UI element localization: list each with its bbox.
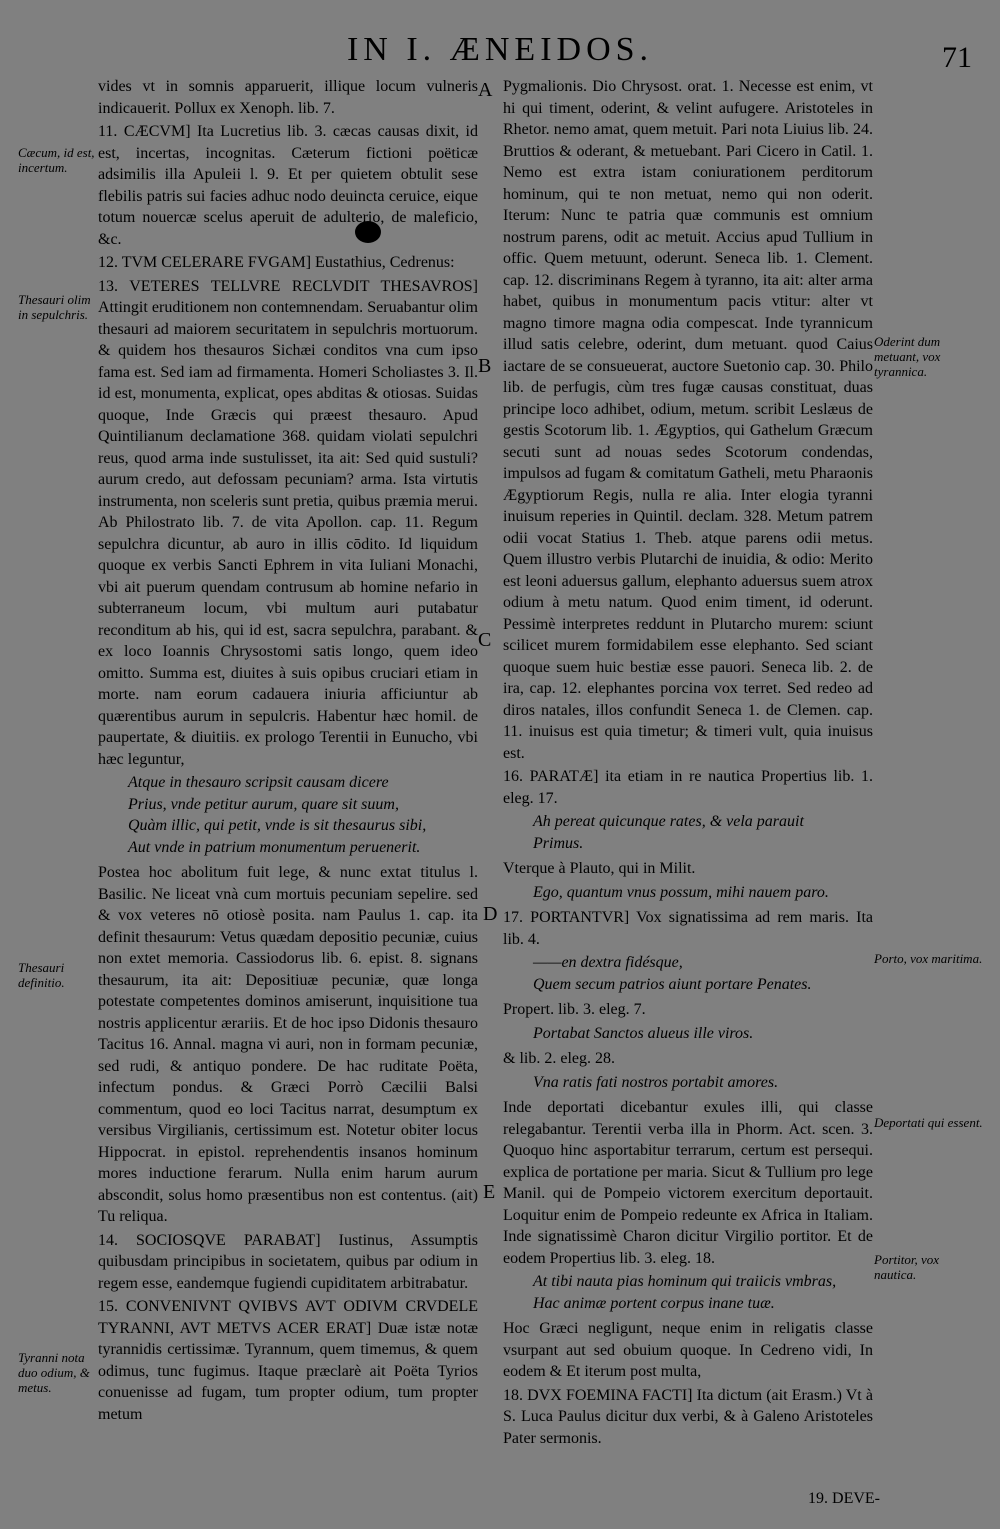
margin-note: Oderint dum metuant, vox tyrannica. (874, 334, 941, 379)
verse-line: Quàm illic, qui petit, vnde is sit thesaurus sibi, (128, 817, 427, 834)
paragraph: Pygmalionis. Dio Chrysost. orat. 1. Necesse est enim, vt hi qui timent, oderint, & velint aufugere. Aristoteles in Rhetor. nemo amat, quem metuit. Pari nota Liuius lib. 24. Bruttios & oderant, & metuebant. Pari Cicero in Catil. 1. Nemo est extra istam coniurationem perditorum hominum, qui te non metuat, nemo qui non oderit. Iterum: Nunc te patria quæ communis est omnium nostrum parens, odit ac metuit. Accius apud Tullium in offic. Quem metuunt, oderunt. Seneca lib. 1. Clement. cap. 12. discriminans Regem à tyranno, ita ait: alter arma habet, quibus in monumentum pacis vtitur: alter vt magno timore magna odia compescat. Inde tyrannicum illud satis celebre, oderint, dum metuant. quod Caius iactare de se consueuerat, auctore Suetonio cap. 30. Philo lib. de perfugis, cùm tres fugæ causas constituat, duas principe loco adhibet, odium, metum. scribit Leslæus de gestis Scotorum lib. 1. Ægyptios, qui Gathelum Græcum secuti sunt ad nouas sedes Scotorum condendas, impulsos ad fugam & comitatum Gatheli, metu Pharaonis Ægyptiorum Regis, nulla re alia. Inter elogia tyranni inuisum reperies in Quintil. declam. 328. Metum patrem odii vocat Statius 1. Theb. atque parens odii metus. Quem illustro verbis Plutarchi de inuidia, & odio: Merito est leoni aduersus gallum, elephanto aduersus suem atrox odium à metu natum. Quod enim timent, id oderunt. Pessimè interpretes reddunt in Plutarcho murem: sciunt scilicet murem formidabilem esse elephanto. Sed sciant quoque suem huic bestiæ esse pauori. Seneca lib. 2. de ira, cap. 12. elephantes porcina vox terret. Sed redeo ad diros natales, illos confundit Seneca 1. de Clemen. cap. 11. inuisus est quia timetur; & timeri vult, quia inuisus est. (503, 78, 873, 762)
verse-quote (533, 1271, 873, 1314)
paragraph: Postea hoc abolitum fuit lege, & nunc extat titulus l. Basilic. Ne liceat vnà cum mortuis pecuniam sepelire. sed & vox veteres nō otiosè posita. nam Paulus 1. cap. ita definit thesaurum: Vetus quædam depositio pecuniæ, cuius non extet memoria. Cassiodorus lib. 6. epist. 8. signans thesaurum, ita ait: Depositiuæ pecuniæ, quæ longa potestate competentes dominos amiserunt, inquisitione tua nostris applicentur ærariis. Et de hoc ipso Didonis thesauro Tacitus 16. Annal. magna vi auri, non in formam pecuniæ, sed rudi, & antiquo pondere. De hac ruditate Poëta, infectum pondus. & Græci Porrò Cæcilii Balsi commentum, quod eo loci Tacitus narrat, desumptum ex versibus Virgilianis, certissimum est. Notetur obiter locus Hippocrat. in epistol. reprehendentis insanos hominum mores inductione ferarum. Nulla enim harum aurum abscondit, solus homo præsentibus non est contentus. (ait) Tu reliqua. (98, 864, 478, 1225)
margin-note: Thesauri definitio. (18, 960, 65, 990)
paragraph: Hoc Græci negligunt, neque enim in religatis classe vsurpant aut sed obuium quoque. In Cedreno vidi, In eodem & Et iterum post multa, (503, 1320, 873, 1380)
margin-note: Thesauri olim in sepulchris. (18, 292, 91, 322)
verse-quote (533, 811, 873, 854)
section-marker-e: E (483, 1181, 496, 1203)
verse-line: ——en dextra fidésque, (533, 954, 683, 971)
paragraph: Portabat Sanctos alueus ille viros. (533, 1024, 754, 1042)
section-marker-a: A (478, 79, 493, 101)
margin-note: Deportati qui essent. (874, 1115, 983, 1130)
margin-note: Cæcum, id est, incertum. (18, 145, 95, 175)
verse-line: At tibi nauta pias hominum qui traiicis vmbras, (533, 1273, 837, 1290)
paragraph: Ego, quantum vnus possum, mihi nauem paro. (533, 883, 829, 901)
verse-line: Aut vnde in patrium monumentum peruenerit. (128, 838, 421, 856)
paragraph: 14. SOCIOSQVE PARABAT] Iustinus, Assumptis quibusdam principibus in societatem, quibus par odium in regem esse, eandemque fugiendi cupiditatem arbitrabatur. (98, 1231, 478, 1292)
left-column (98, 76, 478, 1481)
paragraph: Vna ratis fati nostros portabit amores. (533, 1073, 779, 1091)
paragraph: & lib. 2. eleg. 28. (503, 1050, 615, 1067)
catchword: 19. DEVE- (808, 1490, 880, 1507)
section-marker-c: C (478, 629, 492, 651)
paragraph: 13. VETERES TELLVRE RECLVDIT THESAVROS] Attingit eruditionem non contemnendam. Seruabantur olim thesauri ad maiorem securitatem in sepulchris mortuorum. & quidem hos thesauros Sichæi conditos vna cum ipso fama est. Sed iam ad firmamenta. Homeri Scholiastes 3. Il. id est, monumenta, explicat, opes abditas & otiosas. Suidas quoque, Inde Græcis qui præest thesauro. Apud Quintilianum declamatione 368. quidam violati sepulchri reus, quod arma inde sustulisset, ita ait: Sed quid sustuli? aurum credo, aut defossam pecuniam? arma. Ista virtutis instrumenta, non sceleris sunt pretia, quibus præmia merui. Ab Philostrato lib. 7. de vita Apollon. cap. 11. Regum sepulchra dicuntur, ab auro in illis cōdito. Id liquidum quoque ex verbis Sancti Ephrem in vita Iuliani Monachi, vbi ait puerum quendam contrusum ab homine nefario in subterraneum locum, vbi multum auri putabatur reconditum ab his, qui id est, sacra sepulchra, parabant. & ex loco Ioannis Chrysostomi satis longo, quem ideo omitto. Summa est, diuites à suis opibus cruciari etiam in morte. nam eorum cadauera iniuria afficiuntur ab quærentibus aurum in sepulcris. Habentur hæc homil. de paupertate, & diuitiis. ex prologo Terentii in Eunucho, vbi hæc leguntur, (98, 277, 478, 768)
verse-line: Hac animæ portent corpus inane tuæ. (533, 1294, 775, 1312)
paragraph: 18. DVX FOEMINA FACTI] Ita dictum (ait Erasm.) Vt à S. Luca Paulus dicitur dux verbi, & à Galeno Aristoteles Pater sermonis. (503, 1386, 873, 1447)
section-marker-d: D (483, 903, 498, 925)
section-marker-b: B (478, 355, 492, 377)
verse-line: Atque in thesauro scripsit causam dicere (128, 774, 389, 791)
margin-note: Portitor, vox nautica. (874, 1252, 939, 1282)
verse-line: Ah pereat quicunque rates, & vela parauit (533, 813, 804, 830)
verse-quote (128, 772, 478, 858)
paragraph: Inde deportati dicebantur exules illi, qui classe relegabantur. Terentii verba illa in Phorm. Act. scen. 3. Quoquo hinc asportabitur terrarum, certum est persequi. explica de portatione per maria. Sicut & Tullium pro lege Manil. qui de Pompeio victorem exercitum deportauit. Loquitur enim de Pompeio redeunte ex Africa in Italiam. Inde signatissimè Charon dicitur Virgilio portitor. Et de eodem Propertius lib. 3. eleg. 18. (503, 1099, 873, 1267)
paragraph: Vterque à Plauto, qui in Milit. (503, 860, 696, 877)
paragraph: 11. CÆCVM] Ita Lucretius lib. 3. cæcas causas dixit, id est, incertas, incognitas. Cæterum fictioni poëticæ adsimilis illa Apuleii l. 9. Et per quietem obtulit sese flebilis patris sui facies adhuc nodo deuincta ceruice, eique totum nouercæ scelus aperuit de adulterio, de maleficio, &c. (98, 123, 478, 248)
right-column (503, 76, 873, 1481)
paragraph: 12. TVM CELERARE FVGAM] Eustathius, Cedrenus: (98, 254, 455, 271)
margin-note: Tyranni nota duo odium, & metus. (18, 1350, 90, 1395)
margin-note: Porto, vox maritima. (874, 951, 983, 966)
paragraph: Propert. lib. 3. eleg. 7. (503, 1001, 646, 1018)
paragraph: vides vt in somnis apparuerit, illique locum vulneris indicauerit. Pollux ex Xenoph. lib. 7. (98, 78, 478, 117)
page-header-title: IN I. ÆNEIDOS. (346, 31, 654, 68)
verse-line: Primus. (533, 834, 584, 852)
page-number: 71 (942, 41, 972, 74)
verse-line: Quem secum patrios aiunt portare Penates. (533, 975, 812, 993)
paragraph: 15. CONVENIVNT QVIBVS AVT ODIVM CRVDELE TYRANNI, AVT METVS ACER ERAT] Duæ istæ notæ tyrannidis certissimæ. Tyrannum, quem timemus, & quem odimus, tunc fugimus. Itaque præclarè ait Poëta Tyrios conuenisse ad fugam, tum propter odium, tum propter metum (98, 1298, 478, 1423)
paragraph: 17. PORTANTVR] Vox signatissima ad rem maris. Ita lib. 4. (503, 909, 873, 948)
verse-line: Prius, vnde petitur aurum, quare sit suum, (128, 795, 399, 813)
verse-quote (533, 952, 873, 995)
paragraph: 16. PARATÆ] ita etiam in re nautica Propertius lib. 1. eleg. 17. (503, 768, 873, 807)
